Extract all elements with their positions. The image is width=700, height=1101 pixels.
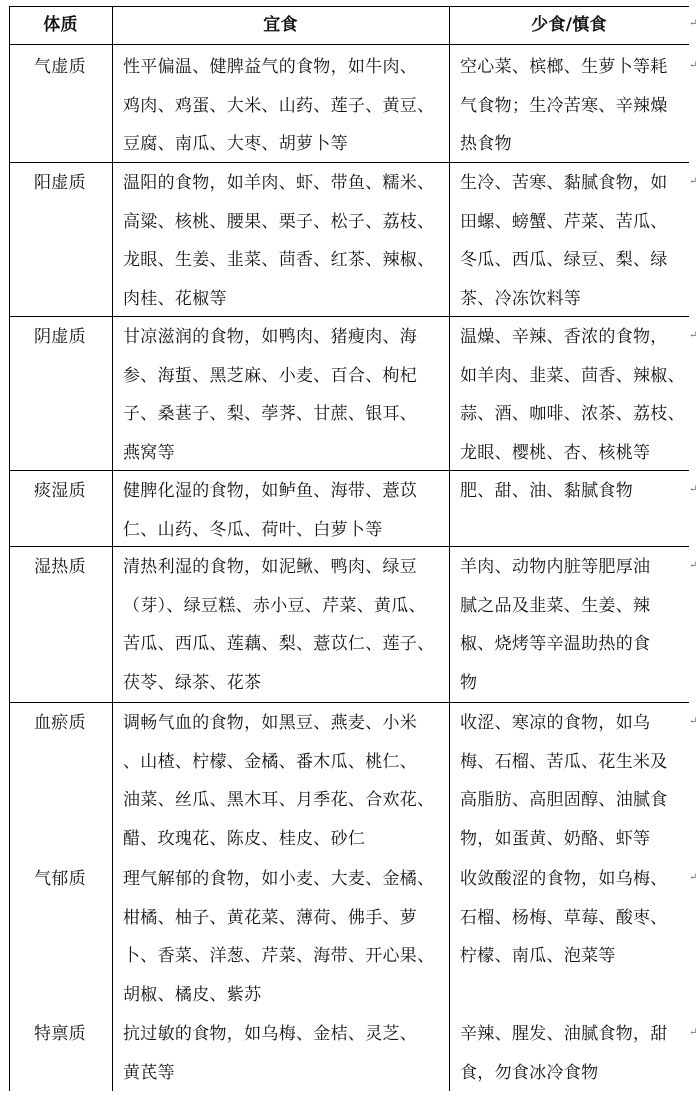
- recommended-foods-yangxu: [123, 164, 448, 318]
- text-line: 调畅气血的食物，如黑豆、燕麦、小米: [123, 713, 418, 733]
- avoid-foods-tebing: [460, 1015, 690, 1092]
- text-line: 甘凉滋润的食物，如鸭肉、猪瘦肉、海: [123, 327, 418, 347]
- text-line: 物: [460, 672, 478, 693]
- text-line: 、山楂、柠檬、金橘、番木瓜、桃仁、: [123, 751, 418, 772]
- text-line: （芽）、绿豆糕、赤小豆、芹菜、黄瓜、: [123, 595, 426, 616]
- text-line: 温阳的食物，如羊肉、虾、带鱼、糯米、: [123, 173, 435, 193]
- text-line: 高脂肪、高胆固醇、油腻食: [460, 790, 668, 810]
- text-line: 油菜、丝瓜、黑木耳、月季花、合欢花、: [123, 790, 435, 810]
- text-line: 石榴、杨梅、草莓、酸枣、: [460, 907, 668, 928]
- recommended-foods-shire: [123, 548, 448, 702]
- column-divider-2: [449, 6, 450, 1091]
- text-line: 梅、石榴、苦瓜、花生米及: [460, 751, 668, 772]
- text-line: 鸡肉、鸡蛋、大米、山药、莲子、黄豆、: [123, 95, 435, 116]
- text-line: 胡椒、橘皮、紫苏: [123, 984, 262, 1005]
- text-line: 空心菜、槟榔、生萝卜等耗: [460, 57, 668, 77]
- recommended-foods-qixu: [123, 48, 448, 164]
- text-line: 抗过敏的食物，如乌梅、金桔、灵芝、: [123, 1024, 418, 1044]
- constitution-yinxu: 阴虚质: [34, 327, 86, 347]
- text-line: 仁、山药、冬瓜、荷叶、白萝卜等: [123, 519, 383, 540]
- text-line: 收敛酸涩的食物，如乌梅、: [460, 869, 668, 889]
- text-line: 龙眼、樱桃、杏、核桃等: [460, 442, 651, 463]
- text-line: 冬瓜、西瓜、绿豆、梨、绿: [460, 250, 668, 270]
- avoid-foods-shire: [460, 548, 690, 702]
- header-constitution: 体质: [43, 15, 78, 35]
- avoid-foods-qixu: [460, 48, 690, 164]
- text-line: 如羊肉、韭菜、茴香、辣椒、: [460, 365, 685, 386]
- table-border-left: [9, 6, 10, 1091]
- text-line: 子、桑葚子、梨、荸荠、甘蔗、银耳、: [123, 404, 418, 424]
- text-line: 肥、甜、油、黏腻食物: [460, 481, 633, 501]
- text-line: 茶、冷冻饮料等: [460, 288, 582, 309]
- avoid-foods-tanshi: [460, 472, 690, 511]
- text-line: 豆腐、南瓜、大枣、胡萝卜等: [123, 134, 348, 154]
- text-line: 物，如蛋黄、奶酪、虾等: [460, 828, 651, 849]
- row-end-mark: ↵: [689, 484, 698, 495]
- row-end-mark: ↵: [689, 1027, 698, 1038]
- text-line: 田螺、螃蟹、芹菜、苦瓜、: [460, 211, 668, 232]
- text-line: 醋、玫瑰花、陈皮、桂皮、砂仁: [123, 828, 366, 849]
- row-end-mark: ↵: [689, 330, 698, 341]
- recommended-foods-qiyu: [123, 860, 448, 1014]
- text-line: 高粱、核桃、腰果、栗子、松子、荔枝、: [123, 211, 435, 232]
- text-line: 温燥、辛辣、香浓的食物，: [460, 327, 668, 347]
- recommended-foods-xueyu: [123, 704, 448, 858]
- text-line: 苦瓜、西瓜、莲藕、梨、薏苡仁、莲子、: [123, 634, 435, 654]
- header-recommended: 宜食: [263, 15, 298, 35]
- constitution-tebing: 特禀质: [34, 1024, 86, 1044]
- text-line: 柑橘、柚子、黄花菜、薄荷、佛手、萝: [123, 907, 418, 928]
- row-end-mark: ↵: [689, 176, 698, 187]
- row-end-mark: ↵: [689, 18, 698, 29]
- text-line: 黄芪等: [123, 1062, 175, 1083]
- row-end-mark: ↵: [689, 716, 698, 727]
- text-line: 羊肉、动物内脏等肥厚油: [460, 557, 651, 577]
- text-line: 气食物；生冷苦寒、辛辣燥: [460, 95, 668, 116]
- text-line: 健脾化湿的食物，如鲈鱼、海带、薏苡: [123, 481, 418, 501]
- constitution-qiyu: 气郁质: [34, 869, 86, 889]
- text-line: 卜、香菜、洋葱、芹菜、海带、开心果、: [123, 946, 435, 966]
- row-end-mark: ↵: [689, 560, 698, 571]
- row-divider: [9, 702, 689, 703]
- avoid-foods-qiyu: [460, 860, 690, 976]
- text-line: 肉桂、花椒等: [123, 288, 227, 309]
- text-line: 蒜、酒、咖啡、浓茶、荔枝、: [460, 404, 685, 424]
- text-line: 理气解郁的食物，如小麦、大麦、金橘、: [123, 869, 435, 889]
- text-line: 食，勿食冰冷食物: [460, 1062, 599, 1083]
- text-line: 燕窝等: [123, 442, 175, 463]
- text-line: 参、海蜇、黑芝麻、小麦、百合、枸杞: [123, 365, 418, 386]
- text-line: 茯苓、绿茶、花茶: [123, 672, 262, 693]
- constitution-shire: 湿热质: [34, 557, 86, 577]
- recommended-foods-tebing: [123, 1015, 448, 1092]
- text-line: 生冷、苦寒、黏腻食物，如: [460, 173, 668, 193]
- row-end-mark: ↵: [689, 872, 698, 883]
- text-line: 收涩、寒凉的食物，如乌: [460, 713, 651, 733]
- text-line: 柠檬、南瓜、泡菜等: [460, 946, 616, 966]
- header-avoid: 少食/慎食: [531, 15, 607, 35]
- avoid-foods-xueyu: [460, 704, 690, 858]
- constitution-xueyu: 血瘀质: [34, 713, 86, 733]
- recommended-foods-tanshi: [123, 472, 448, 549]
- row-end-mark: ↵: [689, 60, 698, 71]
- avoid-foods-yangxu: [460, 164, 690, 318]
- text-line: 性平偏温、健脾益气的食物，如牛肉、: [123, 57, 418, 77]
- text-line: 龙眼、生姜、韭菜、茴香、红茶、辣椒、: [123, 250, 435, 270]
- avoid-foods-yinxu: [460, 318, 690, 472]
- text-line: 热食物: [460, 134, 512, 154]
- text-line: 腻之品及韭菜、生姜、辣: [460, 595, 651, 616]
- constitution-yangxu: 阳虚质: [34, 173, 86, 193]
- text-line: 清热利湿的食物，如泥鳅、鸭肉、绿豆: [123, 557, 418, 577]
- text-line: 椒、烧烤等辛温助热的食: [460, 634, 651, 654]
- constitution-qixu: 气虚质: [34, 57, 86, 77]
- text-line: 辛辣、腥发、油腻食物，甜: [460, 1024, 668, 1044]
- constitution-tanshi: 痰湿质: [34, 481, 86, 501]
- recommended-foods-yinxu: [123, 318, 448, 472]
